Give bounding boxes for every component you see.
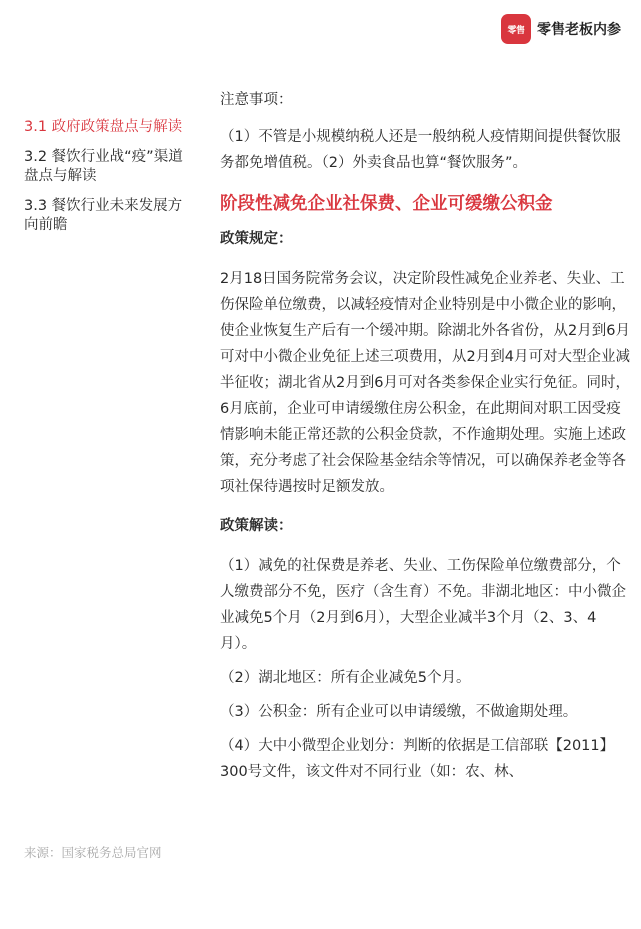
policy-text: 2月18日国务院常务会议，决定阶段性减免企业养老、失业、工伤保险单位缴费，以减轻疫情对企业特别是中小微企业的影响，使企业恢复生产后有一个缓冲期。除湖北外各省份，从2月到6月可对中小微企业免征上述三项费用，从2月到4月可对大型企业减半征收；湖北省从2月到6月可对各类参保企业实行免征。同时，6月底前，企业可申请缓缴住房公积金，在此期间对职工因受疫情影响未能正常还款的公积金贷款，不作逾期处理。实施上述政策，充分考虑了社会保险基金结余等情况，可以确保养老金等各项社保待遇按时足额发放。 xyxy=(220,271,630,495)
interpretation-item-2: （2）湖北地区：所有企业减免5个月。 xyxy=(220,670,471,686)
toc-item-channels[interactable]: 3.2 餐饮行业战“疫”渠道盘点与解读 xyxy=(24,149,183,184)
notice-text: （1）不管是小规模纳税人还是一般纳税人疫情期间提供餐饮服务都免增值税。（2）外卖食品也算“餐饮服务”。 xyxy=(220,129,621,171)
notice-label: 注意事项： xyxy=(220,92,293,108)
policy-label: 政策规定： xyxy=(220,231,293,247)
toc-item-future[interactable]: 3.3 餐饮行业未来发展方向前瞻 xyxy=(24,198,183,233)
interpretation-label: 政策解读： xyxy=(220,518,293,534)
source-note: 来源：国家税务总局官网 xyxy=(24,845,162,860)
interpretation-item-1: （1）减免的社保费是养老、失业、工伤保险单位缴费部分，个人缴费部分不免，医疗（含生育）不免。非湖北地区：中小微企业减免5个月（2月到6月），大型企业减半3个月（2、3、4月）。 xyxy=(220,558,626,652)
brand-logo-icon: 零售 xyxy=(501,14,531,44)
interpretation-item-4: （4）大中小微型企业划分：判断的依据是工信部联【2011】300号文件，该文件对不同行业（如：农、林、 xyxy=(220,738,615,780)
main-content xyxy=(220,87,630,785)
interpretation-item-3: （3）公积金：所有企业可以申请缓缴，不做逾期处理。 xyxy=(220,704,578,720)
table-of-contents xyxy=(24,118,194,246)
brand-name: 零售老板内参 xyxy=(537,22,621,38)
toc-item-policy[interactable]: 3.1 政府政策盘点与解读 xyxy=(24,119,183,135)
section-heading: 阶段性减免企业社保费、企业可缓缴公积金 xyxy=(220,194,553,214)
brand-header xyxy=(501,14,621,44)
